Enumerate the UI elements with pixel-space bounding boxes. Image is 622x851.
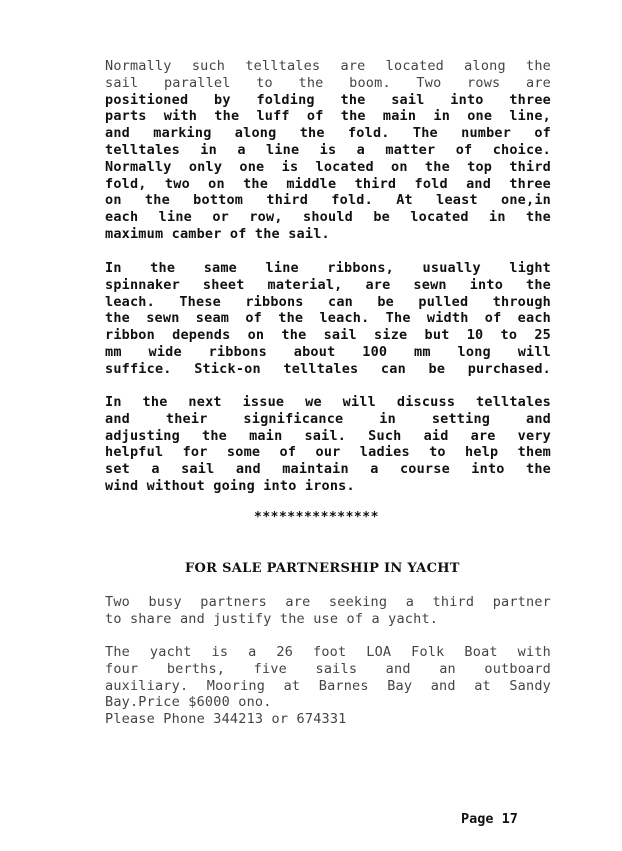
text-line: spinnaker sheet material, are sewn into the bbox=[105, 276, 551, 293]
paragraph-ribbons bbox=[105, 260, 551, 378]
separator-stars: *************** bbox=[254, 510, 379, 525]
text-line: The yacht is a 26 foot LOA Folk Boat with bbox=[105, 644, 551, 660]
page-number: Page 17 bbox=[461, 811, 518, 827]
text-line: on the bottom third fold. At least one,in bbox=[105, 192, 551, 209]
text-line: wind without going into irons. bbox=[105, 477, 355, 494]
text-line: each line or row, should be located in the bbox=[105, 209, 551, 226]
text-line: Normally such telltales are located along the bbox=[105, 58, 551, 74]
paragraph-telltales-location bbox=[105, 58, 551, 243]
paragraph-next-issue bbox=[105, 394, 551, 495]
text-line: sail parallel to the boom. Two rows are bbox=[105, 74, 551, 91]
text-line: and marking along the fold. The number of bbox=[105, 125, 551, 142]
text-line: suffice. Stick-on telltales can be purchased. bbox=[105, 360, 551, 377]
text-line: adjusting the main sail. Such aid are very bbox=[105, 427, 551, 444]
text-line: Please Phone 344213 or 674331 bbox=[105, 711, 347, 728]
text-line: four berths, five sails and an outboard bbox=[105, 660, 551, 677]
text-line: maximum camber of the sail. bbox=[105, 225, 330, 242]
ad-paragraph-yacht bbox=[105, 644, 551, 728]
text-line: and their significance in setting and bbox=[105, 410, 551, 427]
text-line: In the next issue we will discuss telltales bbox=[105, 394, 551, 410]
text-line: positioned by folding the sail into three bbox=[105, 91, 551, 108]
ad-heading: FOR SALE PARTNERSHIP IN YACHT bbox=[185, 561, 460, 576]
text-line: ribbon depends on the sail size but 10 to 25 bbox=[105, 327, 551, 344]
text-line: Bay.Price $6000 ono. bbox=[105, 694, 272, 711]
text-line: the sewn seam of the leach. The width of each bbox=[105, 310, 551, 327]
text-line: Normally only one is located on the top third bbox=[105, 158, 551, 175]
text-line: auxiliary. Mooring at Barnes Bay and at Sandy bbox=[105, 677, 551, 694]
text-line: leach. These ribbons can be pulled through bbox=[105, 293, 551, 310]
text-line: Two busy partners are seeking a third partner bbox=[105, 594, 551, 610]
text-line: fold, two on the middle third fold and three bbox=[105, 175, 551, 192]
text-line: In the same line ribbons, usually light bbox=[105, 260, 551, 276]
text-line: parts with the luff of the main in one line, bbox=[105, 108, 551, 125]
text-line: to share and justify the use of a yacht. bbox=[105, 610, 439, 627]
ad-paragraph-partners bbox=[105, 594, 551, 628]
text-line: set a sail and maintain a course into the bbox=[105, 461, 551, 478]
text-line: mm wide ribbons about 100 mm long will bbox=[105, 343, 551, 360]
text-line: helpful for some of our ladies to help them bbox=[105, 444, 551, 461]
text-line: telltales in a line is a matter of choice. bbox=[105, 141, 551, 158]
